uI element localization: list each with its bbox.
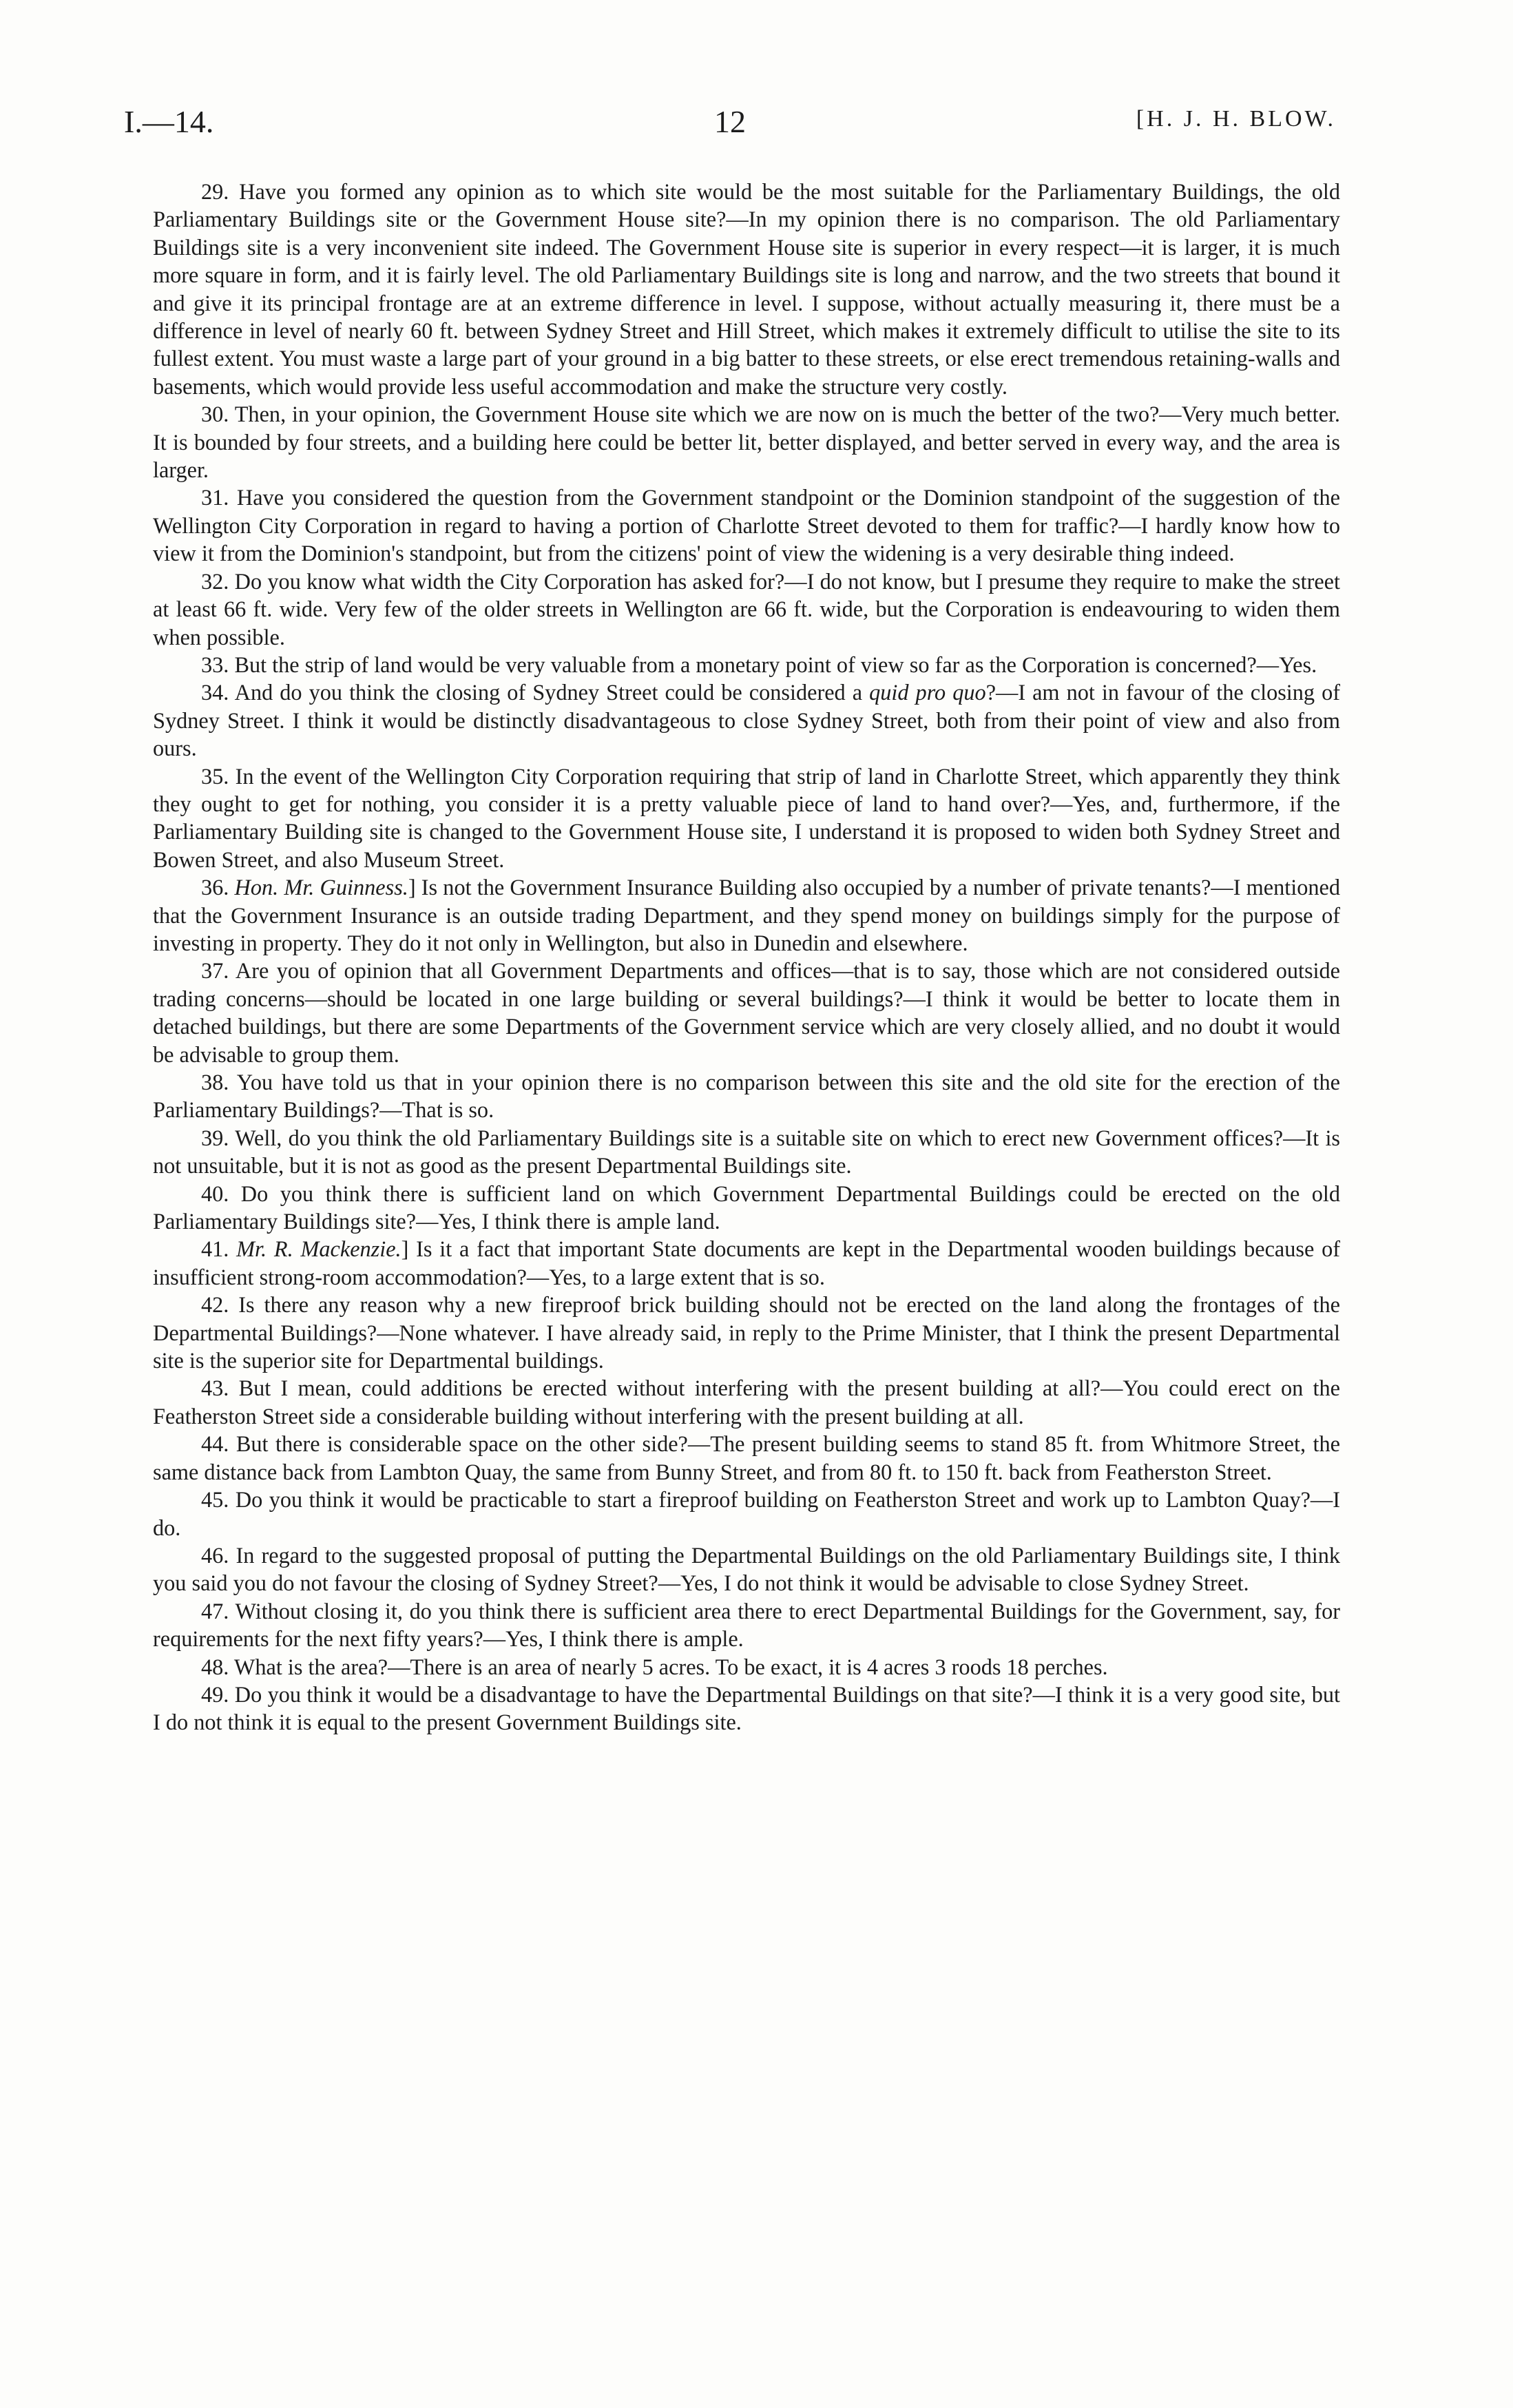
italic-phrase: quid pro quo [869,680,986,705]
paragraph-45: 45. Do you think it would be practicable to start a fireproof building on Featherston Street and work up to Lambton Quay?—I do. [153,1487,1340,1540]
transcript-body [153,178,1340,1736]
paragraph-48: 48. What is the area?—There is an area of nearly 5 acres. To be exact, it is 4 acres 3 roods 18 perches. [201,1654,1108,1679]
paragraph-37: 37. Are you of opinion that all Government Departments and offices—that is to say, those which are not considered outside trading concerns—should be located in one large building or several buildings?—I think it would be better to locate them in detached buildings, but there are some Departments of the Government service which are very closely allied, and no doubt it would be advisable to group them. [153,958,1340,1067]
paragraph-44: 44. But there is considerable space on the other side?—The present building seems to stand 85 ft. from Whitmore Street, the same distance back from Lambton Quay, the same from Bunny Street, and from 80 ft. to 150 ft. back from Featherston Street. [153,1431,1340,1484]
page-number: 12 [714,104,746,139]
paragraph-32: 32. Do you know what width the City Corporation has asked for?—I do not know, but I presume they require to make the street at least 66 ft. wide. Very few of the older streets in Wellington are 66 ft. wide, but the Corporation is endeavouring to widen them when possible. [153,568,1340,650]
speaker-name: Mr. R. Mackenzie. [236,1236,401,1262]
witness-name: [H. J. H. BLOW. [1136,106,1336,132]
paragraph-41: 41. Mr. R. Mackenzie.] Is it a fact that important State documents are kept in the Departmental wooden buildings because of insufficient strong-room accommodation?—Yes, to a large extent that is so. [153,1236,1340,1289]
paragraph-35: 35. In the event of the Wellington City Corporation requiring that strip of land in Charlotte Street, which apparently they think they ought to get for nothing, you consider it is a pretty valuable piece of land to hand over?—Yes, and, furthermore, if the Parliamentary Building site is changed to the Government House site, I understand it is proposed to widen both Sydney Street and Bowen Street, and also Museum Street. [153,763,1340,872]
paragraph-49: 49. Do you think it would be a disadvantage to have the Departmental Buildings on that site?—I think it is a very good site, but I do not think it is equal to the present Government Buildings site. [153,1681,1340,1735]
paragraph-30: 30. Then, in your opinion, the Government House site which we are now on is much the better of the two?—Very much better. It is bounded by four streets, and a building here could be better lit, better displayed, and better served in every way, and the area is larger. [153,402,1340,483]
paragraph-29: 29. Have you formed any opinion as to which site would be the most suitable for the Parliamentary Buildings, the old Parliamentary Buildings site or the Government House site?—In my opinion there is no comparison. The old Parliamentary Buildings site is a very inconvenient site indeed. The Government House site is superior in every respect—it is larger, it is much more square in form, and it is fairly level. The old Parliamentary Buildings site is long and narrow, and the two streets that bound it and give it its principal frontage are at an extreme difference in level. I suppose, without actually measuring it, there must be a difference in level of nearly 60 ft. between Sydney Street and Hill Street, which makes it extremely difficult to utilise the site to its fullest extent. You must waste a large part of your ground in a big batter to these streets, or else erect tremendous retaining-walls and basements, which would provide less useful accommodation and make the structure very costly. [153,179,1340,399]
paragraph-33: 33. But the strip of land would be very valuable from a monetary point of view so far as the Corporation is concerned?—Yes. [201,652,1317,677]
paragraph-38: 38. You have told us that in your opinion there is no comparison between this site and the old site for the erection of the Parliamentary Buildings?—That is so. [153,1070,1340,1123]
paragraph-36: 36. Hon. Mr. Guinness.] Is not the Government Insurance Building also occupied by a number of private tenants?—I mentioned that the Government Insurance is an outside trading Department, and they spend money on buildings simply for the purpose of investing in property. They do it not only in Wellington, but also in Dunedin and elsewhere. [153,875,1340,955]
paragraph-47: 47. Without closing it, do you think there is sufficient area there to erect Departmental Buildings for the Government, say, for requirements for the next fifty years?—Yes, I think there is ample. [153,1598,1340,1652]
paragraph-34: 34. And do you think the closing of Sydney Street could be considered a quid pro quo?—I am not in favour of the closing of Sydney Street. I think it would be distinctly disadvantageous to close Sydney Street, both from their point of view and also from ours. [153,680,1340,761]
speaker-name: Hon. Mr. Guinness. [234,875,408,900]
paragraph-42: 42. Is there any reason why a new fireproof brick building should not be erected on the land along the frontages of the Departmental Buildings?—None whatever. I have already said, in reply to the Prime Minister, that I think the present Departmental site is the superior site for Departmental buildings. [153,1292,1340,1373]
paragraph-39: 39. Well, do you think the old Parliamentary Buildings site is a suitable site on which to erect new Government offices?—It is not unsuitable, but it is not as good as the present Departmental Buildings site. [153,1125,1340,1179]
page-header [124,103,1336,145]
paragraph-40: 40. Do you think there is sufficient land on which Government Departmental Buildings could be erected on the old Parliamentary Buildings site?—Yes, I think there is ample land. [153,1181,1340,1234]
document-reference: I.—14. [124,104,214,139]
paragraph-46: 46. In regard to the suggested proposal of putting the Departmental Buildings on the old Parliamentary Buildings site, I think you said you do not favour the closing of Sydney Street?—Yes, I do not think it would be advisable to close Sydney Street. [153,1542,1340,1596]
paragraph-31: 31. Have you considered the question from the Government standpoint or the Dominion standpoint of the suggestion of the Wellington City Corporation in regard to having a portion of Charlotte Street devoted to them for traffic?—I hardly know how to view it from the Dominion's standpoint, but from the citizens' point of view the widening is a very desirable thing indeed. [153,485,1340,566]
paragraph-43: 43. But I mean, could additions be erected without interfering with the present building at all?—You could erect on the Featherston Street side a considerable building without interfering with the present building at all. [153,1376,1340,1429]
